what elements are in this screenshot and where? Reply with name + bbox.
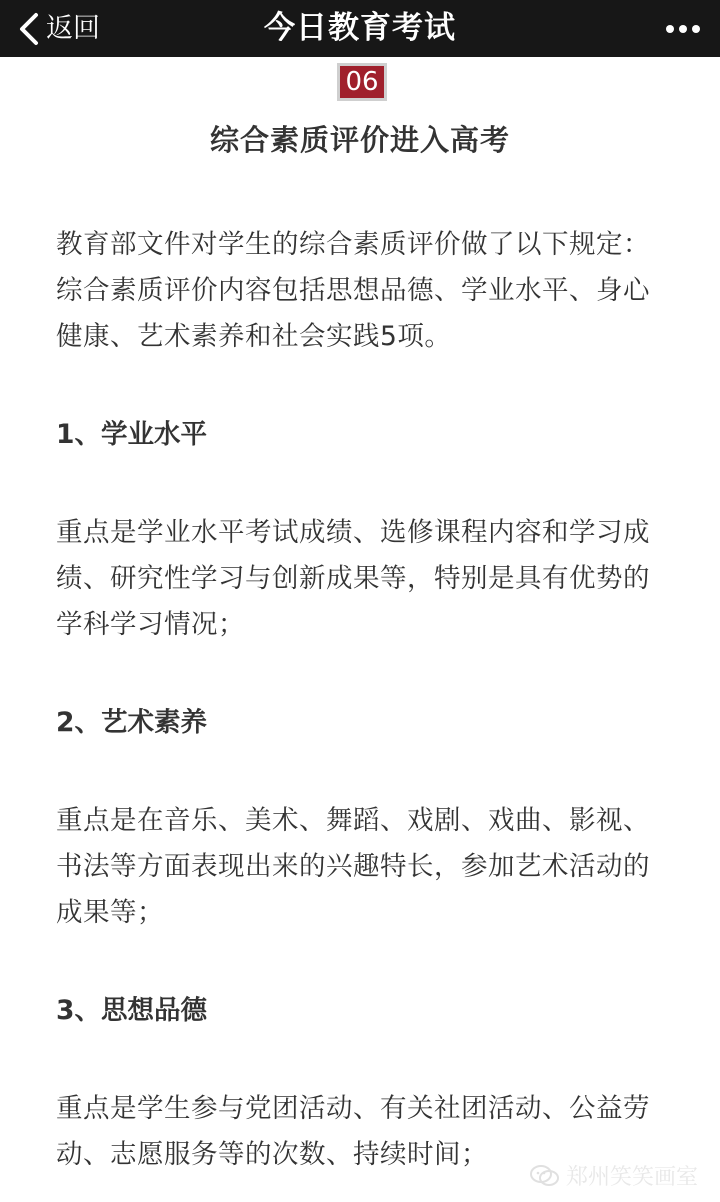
intro-paragraph: 教育部文件对学生的综合素质评价做了以下规定：综合素质评价内容包括思想品德、学业水平、身心健康、艺术素养和社会实践5项。 [56,229,650,352]
section-body: 重点是学生参与党团活动、有关社团活动、公益劳动、志愿服务等的次数、持续时间； [56,1093,650,1170]
article-title: 综合素质评价进入高考 [209,123,510,157]
wechat-icon [530,1164,560,1188]
more-dots-icon [679,25,687,33]
page-title: 今日教育考试 [264,10,456,46]
watermark [530,1160,698,1191]
back-label: 返回 [46,13,100,44]
section-body: 重点是在音乐、美术、舞蹈、戏剧、戏曲、影视、书法等方面表现出来的兴趣特长，参加艺术活动的成果等； [56,805,650,928]
more-dots-icon [692,25,700,33]
more-dots-icon [666,25,674,33]
section-body: 重点是学业水平考试成绩、选修课程内容和学习成绩、研究性学习与创新成果等，特别是具有优势的学科学习情况； [56,517,650,640]
article-content [56,222,676,1178]
top-navbar [0,0,720,57]
section-number-badge: 06 [337,63,387,101]
watermark-text: 郑州笑笑画室 [565,1165,698,1190]
section-heading: 2、艺术素养 [56,707,207,738]
section-heading: 3、思想品德 [56,995,207,1026]
more-button[interactable] [666,0,700,57]
section-heading: 1、学业水平 [56,419,207,450]
